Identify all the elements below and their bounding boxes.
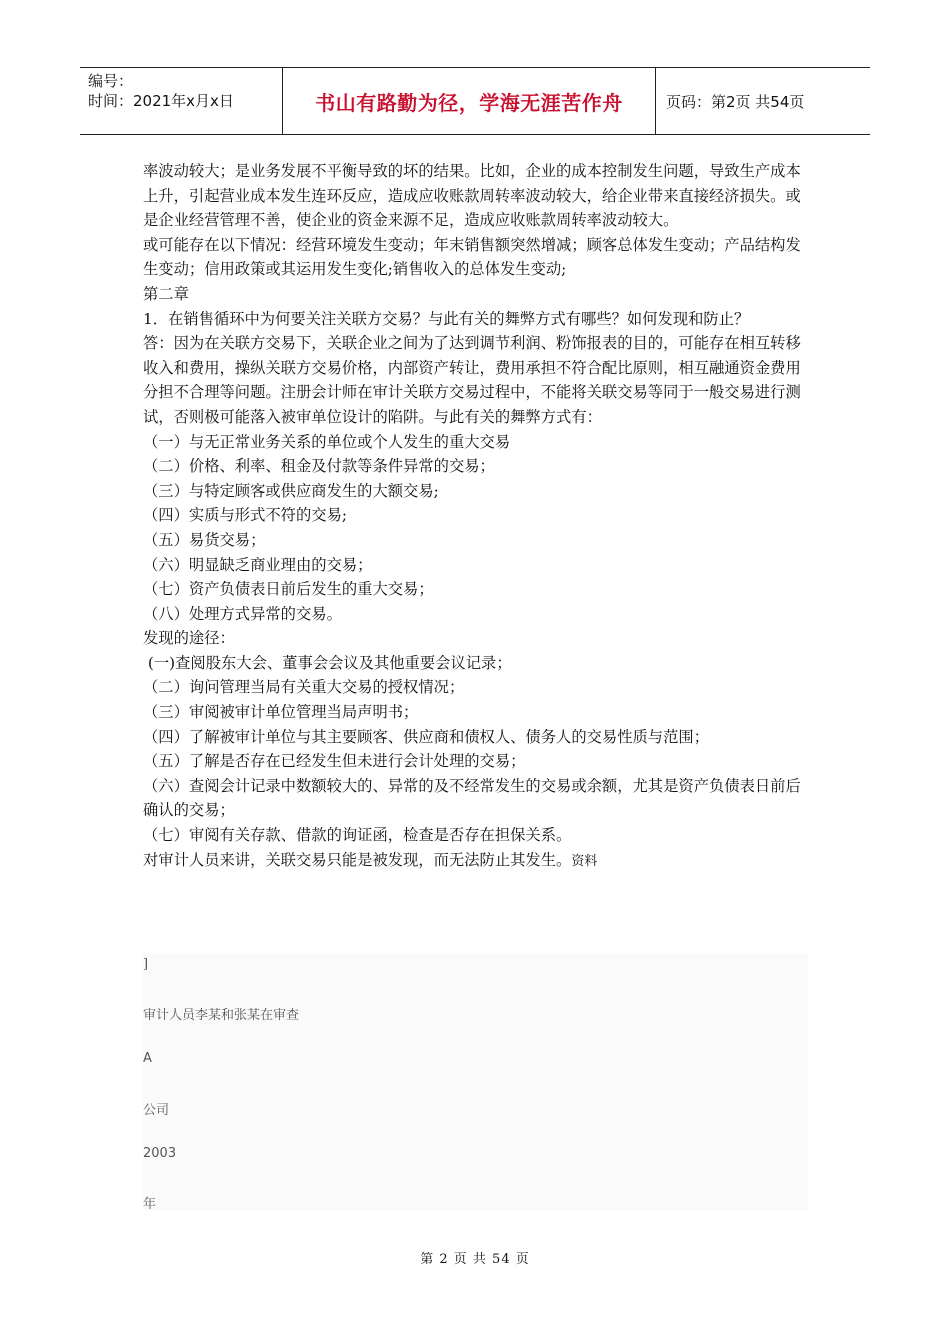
list-item: （五）易货交易； bbox=[143, 530, 266, 549]
list-item: （四）实质与形式不符的交易; bbox=[143, 506, 348, 525]
list-item: （八）处理方式异常的交易。 bbox=[143, 604, 342, 623]
page-header bbox=[80, 67, 870, 135]
section-label: 发现的途径： bbox=[143, 629, 235, 648]
page-footer: 第 2 页 共 54 页 bbox=[420, 1252, 530, 1267]
list-item: （二）价格、利率、租金及付款等条件异常的交易； bbox=[143, 457, 495, 476]
fragment-letter: A bbox=[143, 1051, 152, 1066]
fragment-line: 审计人员李某和张某在审查 bbox=[143, 1008, 300, 1023]
answer: 答：因为在关联方交易下，关联企业之间为了达到调节利润、粉饰报表的目的，可能存在相互转移收入和费用，操纵关联方交易价格，内部资产转让，费用承担不符合配比原则，相互融通资金费用分担不合理等问题。注册会计师在审计关联方交易过程中，不能将关联交易等同于一般交易进行测试，否则极可能落入被审单位设计的陷阱。与此有关的舞弊方式有： bbox=[143, 334, 801, 426]
list-item: （四）了解被审计单位与其主要顾客、供应商和债权人、债务人的交易性质与范围； bbox=[143, 727, 709, 746]
list-item: （三）审阅被审计单位管理当局声明书； bbox=[143, 703, 419, 722]
document-body bbox=[143, 159, 810, 874]
closing-tail: 资料 bbox=[571, 853, 598, 869]
list-item: （一）与无正常业务关系的单位或个人发生的重大交易 bbox=[143, 432, 511, 451]
header-page-info: 页码：第2页 共54页 bbox=[666, 93, 805, 111]
fragment-company: 公司 bbox=[143, 1103, 170, 1118]
fragment-year-char: 年 bbox=[143, 1197, 157, 1212]
fragment-year: 2003 bbox=[143, 1146, 177, 1161]
header-meta bbox=[80, 68, 283, 135]
paragraph: 率波动较大；是业务发展不平衡导致的坏的结果。比如，企业的成本控制发生问题，导致生产成本上升，引起营业成本发生连环反应，造成应收账款周转率波动较大，给企业带来直接经济损失。或是企业经营管理不善，使企业的资金来源不足，造成应收账款周转率波动较大。 bbox=[143, 162, 801, 230]
list-item: （五）了解是否存在已经发生但未进行会计处理的交易； bbox=[143, 752, 526, 771]
paragraph: 或可能存在以下情况：经营环境发生变动；年末销售额突然增减；顾客总体发生变动；产品结构发生变动；信用政策或其运用发生变化;销售收入的总体发生变动; bbox=[143, 235, 801, 279]
list-item: （六）明显缺乏商业理由的交易； bbox=[143, 555, 373, 574]
list-item: （六）查阅会计记录中数额较大的、异常的及不经常发生的交易或余额，尤其是资产负债表日前后确认的交易； bbox=[143, 776, 801, 820]
closing-line bbox=[143, 848, 810, 875]
doc-date-label: 时间：2021年x月x日 bbox=[88, 92, 234, 110]
chapter-heading: 第二章 bbox=[143, 284, 189, 303]
closing-text: 对审计人员来讲，关联交易只能是被发现，而无法防止其发生。 bbox=[143, 850, 572, 869]
fragment-bracket: ] bbox=[143, 957, 149, 972]
header-motto: 书山有路勤为径，学海无涯苦作舟 bbox=[283, 68, 656, 135]
list-item: （七）审阅有关存款、借款的询证函，检查是否存在担保关系。 bbox=[143, 826, 572, 845]
list-item: （二）询问管理当局有关重大交易的授权情况； bbox=[143, 678, 465, 697]
list-item: (一)查阅股东大会、董事会会议及其他重要会议记录； bbox=[143, 653, 512, 672]
fragment-panel bbox=[143, 953, 808, 1211]
doc-number-label: 编号： bbox=[88, 72, 134, 90]
question: 1．在销售循环中为何要关注关联方交易？与此有关的舞弊方式有哪些？如何发现和防止？ bbox=[143, 309, 750, 328]
list-item: （七）资产负债表日前后发生的重大交易； bbox=[143, 580, 434, 599]
list-item: （三）与特定顾客或供应商发生的大额交易; bbox=[143, 481, 439, 500]
